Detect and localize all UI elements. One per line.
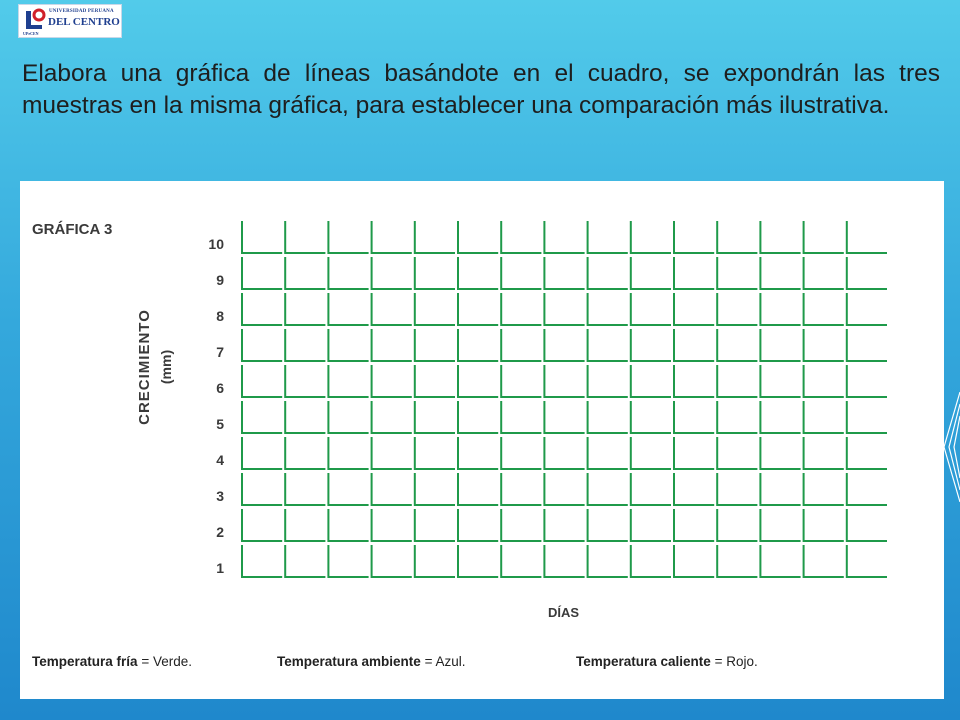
grid-cell bbox=[242, 437, 282, 469]
y-tick-label: 9 bbox=[216, 272, 224, 288]
grid-cell bbox=[501, 473, 541, 505]
grid-cell bbox=[328, 329, 368, 361]
legend-item-cold bbox=[32, 654, 192, 669]
grid-cell bbox=[760, 257, 800, 289]
grid-cell bbox=[285, 257, 325, 289]
grid-cell bbox=[804, 221, 844, 253]
grid-cell bbox=[458, 545, 498, 577]
grid-cell bbox=[242, 329, 282, 361]
grid-cell bbox=[415, 293, 455, 325]
grid-cell bbox=[501, 329, 541, 361]
grid-cell bbox=[760, 365, 800, 397]
grid-cell bbox=[674, 221, 714, 253]
grid-cell bbox=[415, 545, 455, 577]
grid-cell bbox=[242, 293, 282, 325]
legend-label: Temperatura fría bbox=[32, 654, 138, 669]
grid-cell bbox=[760, 329, 800, 361]
grid-cell bbox=[588, 401, 628, 433]
grid-cell bbox=[674, 509, 714, 541]
grid-cell bbox=[285, 293, 325, 325]
grid-cell bbox=[847, 221, 887, 253]
grid-cell bbox=[588, 437, 628, 469]
instruction-text: Elabora una gráfica de líneas basándote en el cuadro, se expondrán las tres muestras en la misma gráfica, para establecer una comparación más ilustrativa. bbox=[22, 60, 940, 119]
grid-cell bbox=[847, 257, 887, 289]
grid-cell bbox=[804, 545, 844, 577]
grid-cell bbox=[242, 473, 282, 505]
grid-cell bbox=[415, 329, 455, 361]
grid-cell bbox=[631, 509, 671, 541]
grid-cell bbox=[415, 509, 455, 541]
grid-cell bbox=[674, 365, 714, 397]
grid-cell bbox=[588, 293, 628, 325]
y-tick-label: 2 bbox=[216, 524, 224, 540]
grid-cell bbox=[415, 437, 455, 469]
grid-cell bbox=[588, 473, 628, 505]
grid-cell bbox=[285, 401, 325, 433]
legend-value: = Verde. bbox=[141, 654, 192, 669]
y-tick-label: 1 bbox=[216, 560, 224, 576]
grid-cell bbox=[544, 401, 584, 433]
grid-cell bbox=[717, 365, 757, 397]
grid-cell bbox=[804, 473, 844, 505]
grid-cell bbox=[372, 401, 412, 433]
grid-cell bbox=[242, 509, 282, 541]
grid-cell bbox=[501, 293, 541, 325]
grid-cell bbox=[544, 365, 584, 397]
grid-cell bbox=[674, 257, 714, 289]
grid-cell bbox=[372, 257, 412, 289]
grid-cell bbox=[847, 545, 887, 577]
grid-cell bbox=[804, 401, 844, 433]
grid-cell bbox=[717, 545, 757, 577]
grid-cell bbox=[242, 365, 282, 397]
grid-cell bbox=[415, 401, 455, 433]
grid-cell bbox=[717, 437, 757, 469]
grid-cell bbox=[588, 365, 628, 397]
logo-name-line: DEL CENTRO bbox=[48, 16, 120, 28]
grid-cell bbox=[285, 365, 325, 397]
grid-cell bbox=[717, 329, 757, 361]
grid-cell bbox=[760, 293, 800, 325]
legend-label: Temperatura caliente bbox=[576, 654, 711, 669]
grid-cell bbox=[717, 509, 757, 541]
logo-university-line: UNIVERSIDAD PERUANA bbox=[49, 9, 114, 14]
grid-cell bbox=[328, 437, 368, 469]
grid-cell bbox=[544, 509, 584, 541]
grid-cell bbox=[372, 329, 412, 361]
grid-cell bbox=[631, 293, 671, 325]
grid-cell bbox=[285, 509, 325, 541]
grid-cell bbox=[372, 437, 412, 469]
grid-cell bbox=[458, 509, 498, 541]
grid-cell bbox=[328, 473, 368, 505]
grid-cell bbox=[242, 401, 282, 433]
logo-acronym: UPeCEN bbox=[23, 31, 39, 36]
grid-cell bbox=[544, 437, 584, 469]
grid-cell bbox=[760, 437, 800, 469]
grid-cell bbox=[631, 257, 671, 289]
grid-cell bbox=[717, 257, 757, 289]
grid-cell bbox=[760, 221, 800, 253]
grid-cell bbox=[631, 545, 671, 577]
grid-cell bbox=[717, 221, 757, 253]
y-axis-unit: (mm) bbox=[158, 349, 174, 385]
grid-cell bbox=[242, 257, 282, 289]
grid-cell bbox=[328, 509, 368, 541]
empty-line-chart-grid bbox=[190, 209, 910, 589]
grid-cell bbox=[674, 401, 714, 433]
legend-item-ambient bbox=[277, 654, 465, 669]
x-axis-label: DÍAS bbox=[548, 605, 580, 620]
grid-cell bbox=[631, 365, 671, 397]
grid-cell bbox=[847, 293, 887, 325]
grid-cell bbox=[372, 221, 412, 253]
grid-cell bbox=[588, 509, 628, 541]
legend-value: = Rojo. bbox=[714, 654, 758, 669]
grid-cell bbox=[674, 293, 714, 325]
grid-cell bbox=[760, 401, 800, 433]
y-tick-label: 4 bbox=[216, 452, 224, 468]
grid-cell bbox=[674, 545, 714, 577]
grid-cell bbox=[631, 329, 671, 361]
grid-cell bbox=[717, 473, 757, 505]
grid-cell bbox=[415, 365, 455, 397]
grid-cell bbox=[372, 293, 412, 325]
grid-cell bbox=[372, 473, 412, 505]
grid-cell bbox=[631, 401, 671, 433]
grid-cell bbox=[458, 221, 498, 253]
grid-cell bbox=[847, 437, 887, 469]
y-tick-label: 10 bbox=[208, 236, 224, 252]
grid-cell bbox=[285, 329, 325, 361]
grid-cell bbox=[631, 221, 671, 253]
grid-cell bbox=[328, 545, 368, 577]
grid-cell bbox=[458, 401, 498, 433]
grid-cell bbox=[458, 365, 498, 397]
legend-item-hot bbox=[576, 654, 758, 669]
grid-cell bbox=[544, 473, 584, 505]
y-axis-title: CRECIMIENTO bbox=[136, 309, 153, 425]
grid-cell bbox=[804, 509, 844, 541]
grid-cell bbox=[760, 545, 800, 577]
grid-cell bbox=[544, 293, 584, 325]
grid-cell bbox=[804, 257, 844, 289]
y-tick-label: 8 bbox=[216, 308, 224, 324]
university-logo bbox=[18, 4, 122, 38]
grid-cell bbox=[847, 365, 887, 397]
grid-cell bbox=[847, 329, 887, 361]
grid-cell bbox=[760, 473, 800, 505]
grid-cell bbox=[501, 545, 541, 577]
grid-cell bbox=[328, 293, 368, 325]
grid-cell bbox=[804, 365, 844, 397]
grid-cell bbox=[372, 545, 412, 577]
grid-cell bbox=[631, 437, 671, 469]
y-tick-label: 7 bbox=[216, 344, 224, 360]
chart-title: GRÁFICA 3 bbox=[32, 221, 113, 238]
grid-cell bbox=[501, 401, 541, 433]
grid-cell bbox=[285, 221, 325, 253]
grid-cell bbox=[328, 257, 368, 289]
legend-value: = Azul. bbox=[424, 654, 466, 669]
grid-cell bbox=[328, 401, 368, 433]
grid-cell bbox=[588, 221, 628, 253]
grid-cell bbox=[415, 257, 455, 289]
grid-cell bbox=[415, 221, 455, 253]
grid-cell bbox=[501, 365, 541, 397]
grid-cell bbox=[588, 545, 628, 577]
grid-cell bbox=[847, 473, 887, 505]
grid-cell bbox=[458, 329, 498, 361]
grid-cell bbox=[415, 473, 455, 505]
grid-cell bbox=[458, 473, 498, 505]
grid-cell bbox=[804, 437, 844, 469]
worksheet-card bbox=[20, 181, 944, 699]
grid-cell bbox=[674, 473, 714, 505]
grid-cell bbox=[328, 365, 368, 397]
grid-cell bbox=[458, 437, 498, 469]
grid-cell bbox=[458, 293, 498, 325]
grid-cell bbox=[372, 509, 412, 541]
grid-cell bbox=[544, 257, 584, 289]
grid-cell bbox=[717, 401, 757, 433]
grid-cell bbox=[501, 437, 541, 469]
grid-cell bbox=[501, 221, 541, 253]
grid-cell bbox=[544, 329, 584, 361]
grid-cell bbox=[544, 221, 584, 253]
y-tick-label: 3 bbox=[216, 488, 224, 504]
grid-cell bbox=[674, 329, 714, 361]
grid-cell bbox=[501, 509, 541, 541]
grid-cell bbox=[631, 473, 671, 505]
university-emblem-icon bbox=[22, 8, 46, 32]
grid-cell bbox=[285, 473, 325, 505]
grid-cell bbox=[328, 221, 368, 253]
grid-cell bbox=[501, 257, 541, 289]
grid-cell bbox=[588, 257, 628, 289]
grid-cell bbox=[804, 329, 844, 361]
decorative-chevron-lines bbox=[944, 392, 960, 502]
y-tick-label: 6 bbox=[216, 380, 224, 396]
grid-cell bbox=[285, 545, 325, 577]
grid-cell bbox=[458, 257, 498, 289]
grid-cell bbox=[847, 509, 887, 541]
grid-cell bbox=[544, 545, 584, 577]
grid-cell bbox=[242, 545, 282, 577]
grid-cell bbox=[760, 509, 800, 541]
grid-cell bbox=[588, 329, 628, 361]
y-tick-label: 5 bbox=[216, 416, 224, 432]
legend-label: Temperatura ambiente bbox=[277, 654, 421, 669]
grid-cell bbox=[847, 401, 887, 433]
grid-cell bbox=[717, 293, 757, 325]
grid-cell bbox=[285, 437, 325, 469]
grid-cell bbox=[242, 221, 282, 253]
grid-cell bbox=[674, 437, 714, 469]
grid-cell bbox=[372, 365, 412, 397]
grid-cell bbox=[804, 293, 844, 325]
